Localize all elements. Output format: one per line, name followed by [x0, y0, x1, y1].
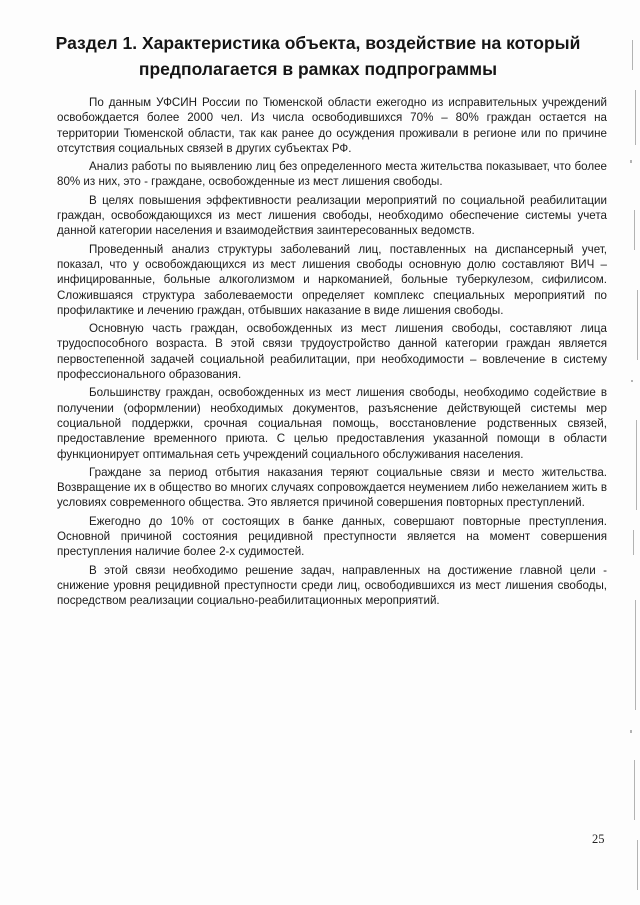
section-title: Раздел 1. Характеристика объекта, воздействие на который предполагается в рамках подпрограммы: [55, 33, 581, 79]
paragraph: Граждане за период отбытия наказания теряют социальные связи и место жительства. Возвращение их в общество во многих случаях сопровождается неумением либо нежеланием жить в условиях современного общества. Это является причиной совершения повторных преступлений.: [57, 465, 607, 510]
paragraph: Анализ работы по выявлению лиц без определенного места жительства показывает, что более 80% из них, это - граждане, освобожденные из мест лишения свободы.: [57, 160, 607, 189]
paragraph: Проведенный анализ структуры заболеваний лиц, поставленных на диспансерный учет, показал, что у освобождающихся из мест лишения свободы основную долю составляют ВИЧ – инфицированные, больные алкоголизмом и наркоманией, больные туберкулезом, сифилисом. Сложившаяся структура заболеваемости определяет комплекс специальных мероприятий по профилактике и лечению граждан, отбывших наказание в виде лишения свободы.: [57, 242, 607, 317]
scan-noise-graphic: [618, 0, 640, 905]
scan-edge-artifact: [618, 0, 640, 905]
paragraph: В этой связи необходимо решение задач, направленных на достижение главной цели - снижение уровня рецидивной преступности среди лиц, освободившихся из мест лишения свободы, посредством реализации социально-реабилитационных мероприятий.: [57, 563, 607, 608]
paragraph: Основную часть граждан, освобожденных из мест лишения свободы, составляют лица трудоспособного возраста. В этой связи трудоустройство данной категории граждан является первостепенной задачей социальной реабилитации, при необходимости – вовлечение в систему профессионального образования.: [57, 322, 607, 382]
document-body: [57, 95, 607, 612]
paragraph: В целях повышения эффективности реализации мероприятий по социальной реабилитации граждан, освобождающихся из мест лишения свободы, необходимо обеспечение системы учета данной категории населения и взаимодействия заинтересованных ведомств.: [57, 193, 607, 238]
paragraph: По данным УФСИН России по Тюменской области ежегодно из исправительных учреждений освобождается более 2000 чел. Из числа освободившихся 70% – 80% граждан остается на территории Тюменской области, так как ранее до осуждения проживали в регионе или по причине отсутствия социальных связей в других субъектах РФ.: [57, 96, 607, 155]
paragraph: Ежегодно до 10% от состоящих в банке данных, совершают повторные преступления. Основной причиной состояния рецидивной преступности является на момент совершения преступления наличие более 2-х судимостей.: [57, 514, 607, 559]
paragraph: Большинству граждан, освобожденных из мест лишения свободы, необходимо содействие в получении (оформлении) необходимых документов, разъяснение действующей системы мер социальной поддержки, срочная социальная помощь, восстановление родственных связей, предоставление временного приюта. С целью предоставления указанной помощи в области функционирует оптимальная сеть учреждений социального обслуживания населения.: [57, 386, 607, 461]
page-number: 25: [592, 832, 605, 846]
